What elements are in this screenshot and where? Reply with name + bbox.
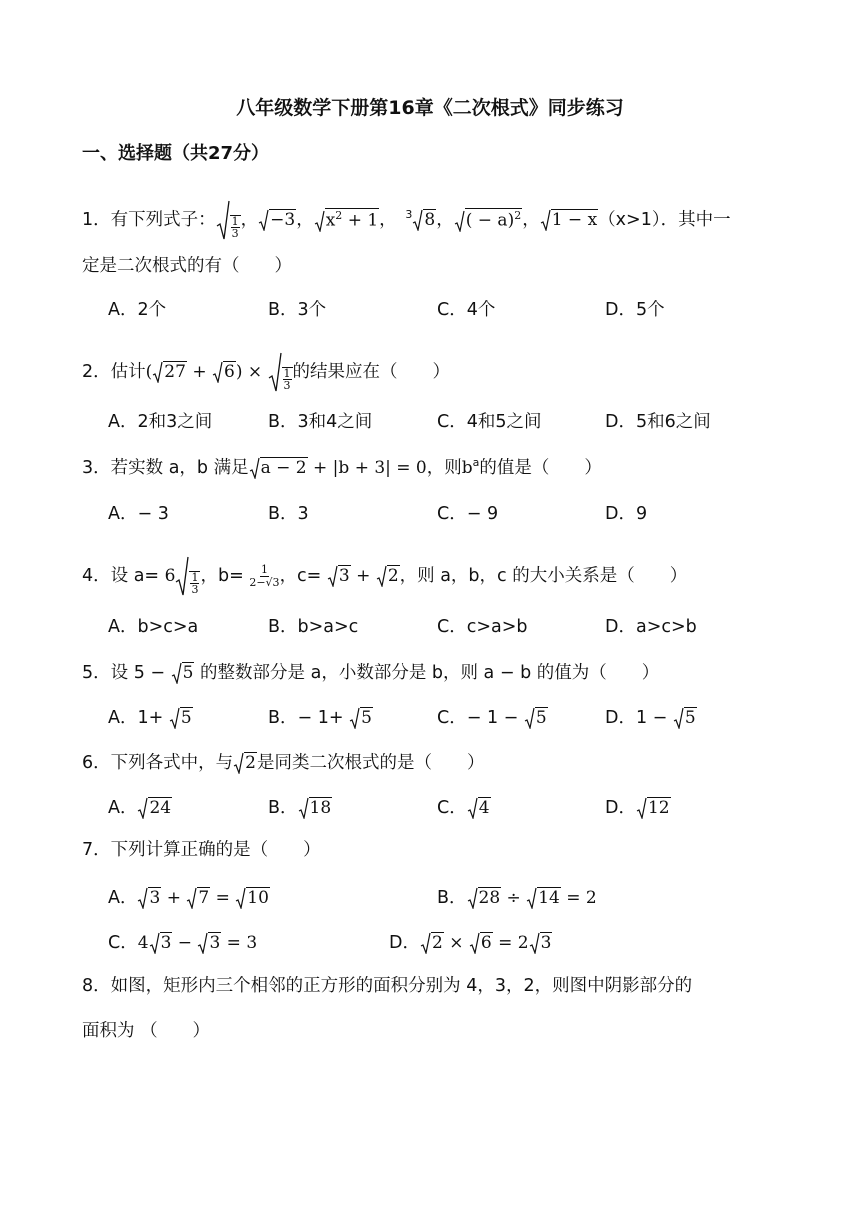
q1-option-b[interactable]: B．3个	[268, 300, 327, 320]
section-heading: 一、选择题（共27分）	[82, 143, 270, 164]
q3-option-c[interactable]: C．− 9	[437, 504, 499, 524]
q1-expr-sqrt-x2-plus-1: $x^2 + 1$	[314, 208, 379, 231]
q3-option-a[interactable]: A．− 3	[108, 504, 169, 524]
q5-option-d[interactable]: D．1 − 5	[605, 708, 696, 729]
q1-line-2: 定是二次根式的有（ ）	[82, 256, 292, 276]
q1-expr-sqrt-neg-a-squared: ( − a)$^2$	[454, 208, 522, 231]
q6-option-c[interactable]: C． 4	[437, 798, 490, 819]
q2-option-b[interactable]: B．3和4之间	[268, 412, 373, 432]
question-6: 6．下列各式中，与 2 是同类二次根式的是（ ）	[82, 753, 485, 774]
q1-option-a[interactable]: A．2个	[108, 300, 167, 320]
q1-expr-sqrt-neg3: −3	[258, 209, 296, 231]
question-4: 4．设 a= 6 $\frac{1}{3}$ ，b= $\frac{1}{2-√3}$ ，c= 3 + 2 ，则 a，b，c 的大小关系是（ ）	[82, 556, 687, 596]
q6-option-b[interactable]: B． 18	[268, 798, 332, 819]
question-2: 2．估计( 27 + 6 ) × $\frac{1}{3}$ 的结果应在（ ）	[82, 352, 450, 392]
q1-expr-sqrt-fraction: $\frac{1}{3}$	[216, 200, 241, 240]
q4-option-c[interactable]: C．c>a>b	[437, 617, 528, 637]
q7-option-c[interactable]: C．4 3 − 3 = 3	[108, 933, 258, 954]
q6-option-a[interactable]: A． 24	[108, 798, 172, 819]
q4-c-sqrt-2: 2	[376, 565, 400, 587]
q4-option-a[interactable]: A．b>c>a	[108, 617, 199, 637]
question-8: 8．如图，矩形内三个相邻的正方形的面积分别为 4，3，2，则图中阴影部分的	[82, 976, 693, 996]
q2-sqrt-fraction: $\frac{1}{3}$	[268, 352, 293, 392]
q1-expr-sqrt-1-minus-x: 1 − x	[540, 209, 598, 231]
page-title: 八年级数学下册第16章《二次根式》同步练习	[236, 97, 624, 119]
q1-cube-root-index: 3	[405, 208, 413, 222]
q4-option-d[interactable]: D．a>c>b	[605, 617, 697, 637]
q7-option-a[interactable]: A． 3 + 7 = 10	[108, 888, 269, 909]
question-7: 7．下列计算正确的是（ ）	[82, 840, 321, 860]
q2-sqrt-6: 6	[212, 361, 236, 383]
q4-option-b[interactable]: B．b>a>c	[268, 617, 359, 637]
q5-sqrt-5: 5	[171, 662, 195, 684]
q2-option-a[interactable]: A．2和3之间	[108, 412, 213, 432]
q4-a-sqrt-fraction: $\frac{1}{3}$	[175, 556, 200, 596]
q8-line-2: 面积为 （ ）	[82, 1021, 211, 1041]
q1-expr-cbrt-8: 8	[412, 209, 436, 231]
q1-option-c[interactable]: C．4个	[437, 300, 496, 320]
question-5: 5．设 5 − 5 的整数部分是 a，小数部分是 b，则 a − b 的值为（ ）	[82, 663, 660, 684]
q6-option-d[interactable]: D． 12	[605, 798, 670, 819]
q2-option-d[interactable]: D．5和6之间	[605, 412, 711, 432]
q5-option-a[interactable]: A．1+ 5	[108, 708, 192, 729]
q4-b-fraction: $\frac{1}{2-√3}$	[249, 562, 280, 589]
question-3: 3．若实数 a，b 满足 a − 2 + |b + 3| = 0，则$b^a$的值是（ ）	[82, 456, 602, 479]
question-1: 1．有下列式子： $\frac{1}{3}$ ， −3 ， $x^2 + 1$ ， $^3$ 8 ， ( − a)$^2$ ， 1 − x （x>1）．其中一	[82, 200, 731, 240]
q1-number: 1．	[82, 210, 111, 230]
q5-option-c[interactable]: C．− 1 − 5	[437, 708, 547, 729]
q6-sqrt-2: 2	[233, 752, 257, 774]
q5-option-b[interactable]: B．− 1+ 5	[268, 708, 372, 729]
q2-sqrt-27: 27	[152, 361, 187, 383]
q3-option-b[interactable]: B．3	[268, 504, 309, 524]
q3-option-d[interactable]: D．9	[605, 504, 648, 524]
q1-option-d[interactable]: D．5个	[605, 300, 665, 320]
q7-option-d[interactable]: D． 2 × 6 = 2 3	[389, 933, 552, 954]
q4-c-sqrt-3: 3	[327, 565, 351, 587]
q2-option-c[interactable]: C．4和5之间	[437, 412, 542, 432]
q7-option-b[interactable]: B． 28 ÷ 14 = 2	[437, 888, 597, 909]
q3-sqrt-a-minus-2: a − 2	[249, 457, 308, 479]
